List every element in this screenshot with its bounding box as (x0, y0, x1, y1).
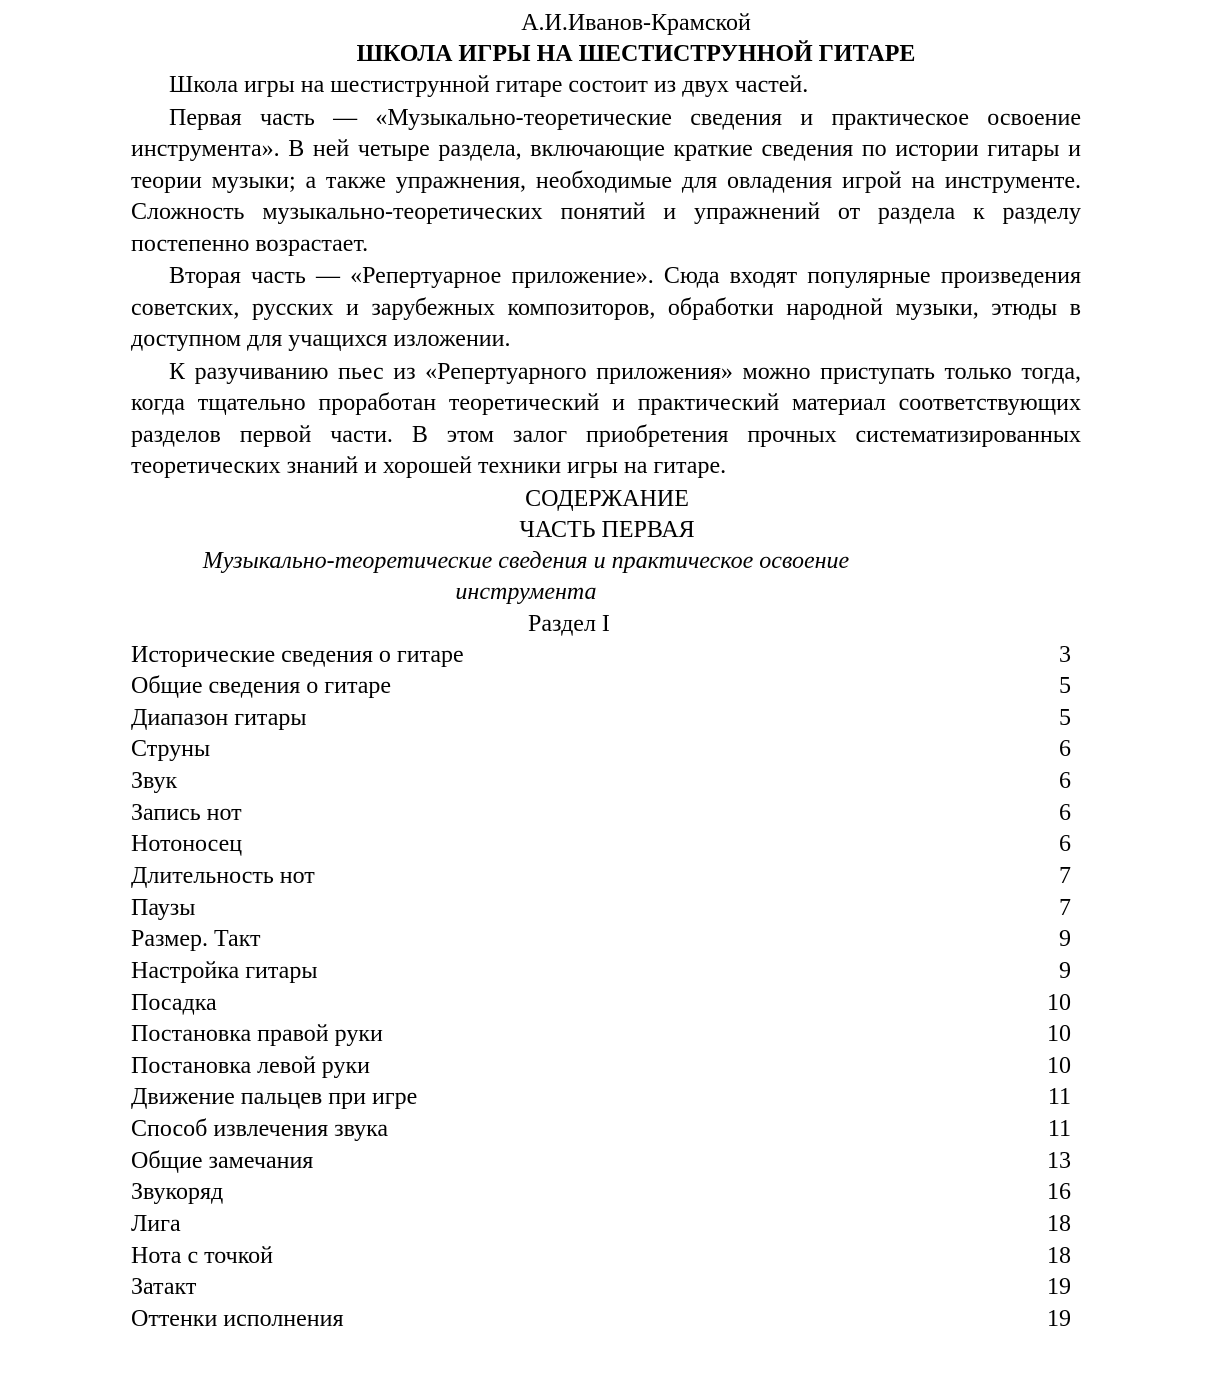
toc-entry (131, 1019, 1071, 1051)
toc-entry-title: Способ извлечения звука (131, 1116, 389, 1143)
toc-entry (131, 1051, 1071, 1083)
part-heading: ЧАСТЬ ПЕРВАЯ (519, 516, 695, 543)
toc-entry (131, 1177, 1071, 1209)
toc-entry-title: Движение пальцев при игре (131, 1084, 418, 1111)
toc-entry-title: Затакт (131, 1274, 197, 1301)
intro-paragraph: Первая часть — «Музыкально-теоретические сведения и практическое освоение инструмента». В ней четыре раздела, включающие краткие сведения по истории гитары и теории музыки; а также упражнения, необходимые для овладения игрой на инструменте. Сложность музыкально-теоретических понятий и упражнений от раздела к разделу постепенно возрастает. (131, 104, 1081, 257)
toc-entry-title: Звукоряд (131, 1179, 224, 1206)
toc-entry-page: 7 (1059, 894, 1071, 921)
intro-paragraph: Школа игры на шестиструнной гитаре состоит из двух частей. (169, 72, 809, 98)
toc-entry-page: 16 (1047, 1179, 1071, 1206)
toc-entry-page: 7 (1059, 862, 1071, 889)
toc-entry-title: Исторические сведения о гитаре (131, 641, 464, 668)
toc-entry-page: 11 (1047, 1116, 1071, 1143)
toc-entry-page: 13 (1047, 1147, 1071, 1174)
toc-entry-title: Размер. Такт (131, 926, 261, 953)
toc-entry-page: 18 (1047, 1211, 1071, 1238)
toc-entry-page: 6 (1059, 736, 1071, 763)
toc-entry (131, 1241, 1071, 1273)
toc-entry-title: Общие сведения о гитаре (131, 673, 392, 700)
toc-entry-title: Паузы (131, 894, 196, 921)
toc-entry (131, 766, 1071, 798)
toc-entry-title: Оттенки исполнения (131, 1305, 344, 1332)
toc-entry-page: 3 (1059, 641, 1071, 668)
toc-entry-page: 11 (1047, 1084, 1071, 1111)
intro-paragraph: К разучиванию пьес из «Репертуарного приложения» можно приступать только тогда, когда тщательно проработан теоретический и практический материал соответствующих разделов первой части. В этом залог приобретения прочных систематизированных теоретических знаний и хорошей техники игры на гитаре. (131, 358, 1081, 479)
toc-entry-title: Запись нот (131, 799, 242, 826)
toc-entry (131, 893, 1071, 925)
toc-entry-title: Нотоносец (131, 831, 243, 858)
toc-entry-title: Длительность нот (131, 862, 315, 889)
book-title: ШКОЛА ИГРЫ НА ШЕСТИСТРУННОЙ ГИТАРЕ (356, 41, 916, 67)
toc-entry (131, 1304, 1071, 1336)
toc-entry-title: Звук (131, 768, 178, 795)
toc-entry (131, 829, 1071, 861)
table-of-contents (131, 640, 1071, 1336)
toc-entry (131, 1209, 1071, 1241)
toc-entry (131, 640, 1071, 672)
toc-entry (131, 798, 1071, 830)
toc-entry-page: 6 (1059, 799, 1071, 826)
toc-entry-title: Нота с точкой (131, 1242, 274, 1269)
toc-entry-page: 10 (1047, 1021, 1071, 1048)
part-subtitle: Музыкально-теоретические сведения и практическое освоение инструмента (202, 547, 850, 605)
toc-entry-title: Общие замечания (131, 1147, 314, 1174)
toc-entry-page: 6 (1059, 831, 1071, 858)
toc-entry-title: Настройка гитары (131, 957, 318, 984)
toc-entry-title: Посадка (131, 989, 217, 1016)
toc-entry-page: 5 (1059, 673, 1071, 700)
toc-entry (131, 1272, 1071, 1304)
toc-entry-page: 9 (1059, 926, 1071, 953)
intro-text (131, 70, 1081, 483)
toc-entry (131, 1146, 1071, 1178)
toc-entry-title: Постановка левой руки (131, 1052, 370, 1079)
toc-entry-page: 19 (1047, 1274, 1071, 1301)
section-heading: Раздел I (528, 610, 610, 637)
toc-entry-page: 9 (1059, 957, 1071, 984)
toc-entry-title: Лига (131, 1211, 181, 1238)
toc-entry (131, 924, 1071, 956)
toc-entry-page: 18 (1047, 1242, 1071, 1269)
toc-entry-title: Диапазон гитары (131, 704, 307, 731)
toc-entry (131, 671, 1071, 703)
author-name: А.И.Иванов-Крамской (521, 10, 751, 36)
toc-entry (131, 956, 1071, 988)
toc-entry-page: 19 (1047, 1305, 1071, 1332)
toc-entry-page: 5 (1059, 704, 1071, 731)
toc-entry-page: 10 (1047, 1052, 1071, 1079)
toc-entry (131, 861, 1071, 893)
contents-heading: СОДЕРЖАНИЕ (525, 485, 689, 512)
intro-paragraph: Вторая часть — «Репертуарное приложение». Сюда входят популярные произведения советских, русских и зарубежных композиторов, обработки народной музыки, этюды в доступном для учащихся изложении. (131, 263, 1081, 352)
toc-entry (131, 734, 1071, 766)
toc-entry (131, 1082, 1071, 1114)
toc-entry-title: Струны (131, 736, 211, 763)
toc-entry (131, 988, 1071, 1020)
toc-entry (131, 1114, 1071, 1146)
toc-entry-title: Постановка правой руки (131, 1021, 383, 1048)
toc-entry-page: 6 (1059, 768, 1071, 795)
toc-entry (131, 703, 1071, 735)
toc-entry-page: 10 (1047, 989, 1071, 1016)
document-page (131, 8, 1081, 1336)
